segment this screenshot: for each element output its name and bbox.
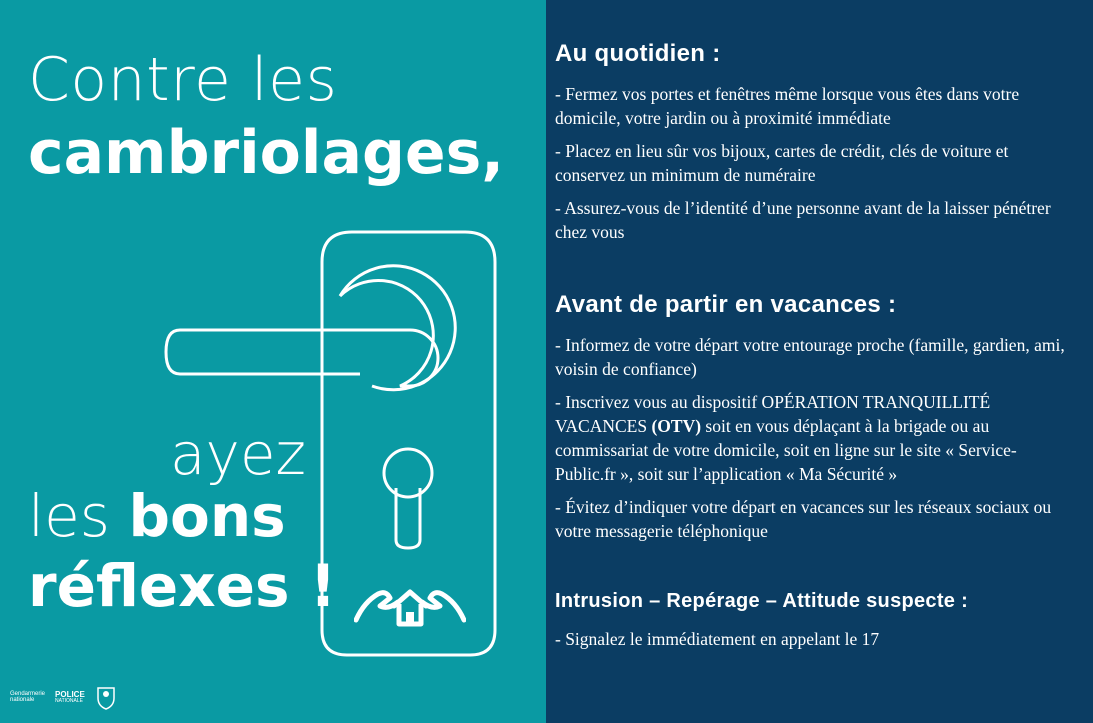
gendarmerie-logo-subtext: nationale — [10, 697, 35, 703]
advice-panel — [546, 0, 1093, 723]
poster-title-line-3: ayez — [170, 420, 306, 488]
poster-title-line-4-light: les — [28, 482, 129, 550]
poster-title-line-4 — [28, 482, 286, 550]
poster-title-line-2: cambriolages, — [28, 118, 505, 188]
advice-item: - Signalez le immédiatement en appelant le 17 — [555, 629, 880, 649]
section-heading-intrusion: Intrusion – Repérage – Attitude suspecte : — [555, 590, 969, 612]
police-logo — [55, 691, 85, 704]
police-logo-subtext: NATIONALE — [55, 697, 83, 704]
section-heading-vacation: Avant de partir en vacances : — [555, 291, 897, 318]
poster-title-line-4-bold: bons — [128, 482, 286, 550]
gendarmerie-logo — [10, 691, 45, 703]
poster-title-line-5: réflexes ! — [28, 552, 337, 620]
poster-title-line-1: Contre les — [28, 45, 338, 115]
hands-house-icon — [354, 576, 466, 630]
poster-visual-panel — [0, 0, 546, 723]
police-logo-text: POLICE — [55, 689, 85, 699]
section-heading-daily: Au quotidien : — [555, 40, 721, 67]
gendarmerie-logo-text: Gendarmerie — [10, 691, 46, 697]
advice-item: - Assurez-vous de l’identité d’une personne avant de la laisser pénétrer chez vous — [555, 198, 1051, 242]
advice-item-otv-part1: - Inscrivez vous au dispositif OPÉRATION TRANQUILLITÉ VACANCES — [555, 392, 991, 436]
advice-item-otv-part2: soit en vous déplaçant à la brigade ou au commissariat de votre domicile, soit en ligne sur le site « Service-Public.fr », soit sur l’application « Ma Sécurité » — [555, 416, 1017, 484]
otv-acronym: (OTV) — [651, 416, 702, 436]
advice-item: - Placez en lieu sûr vos bijoux, cartes de crédit, clés de voiture et conservez un minimum de numéraire — [555, 141, 1009, 185]
advice-item: - Informez de votre départ votre entourage proche (famille, gardien, ami, voisin de confiance) — [555, 335, 1065, 379]
advice-item-otv — [555, 390, 1075, 486]
advice-item: - Évitez d’indiquer votre départ en vacances sur les réseaux sociaux ou votre messagerie téléphonique — [555, 497, 1052, 541]
institution-logos — [10, 684, 117, 710]
prefecture-crest-icon — [95, 684, 117, 710]
advice-item: - Fermez vos portes et fenêtres même lorsque vous êtes dans votre domicile, votre jardin ou à proximité immédiate — [555, 84, 1020, 128]
